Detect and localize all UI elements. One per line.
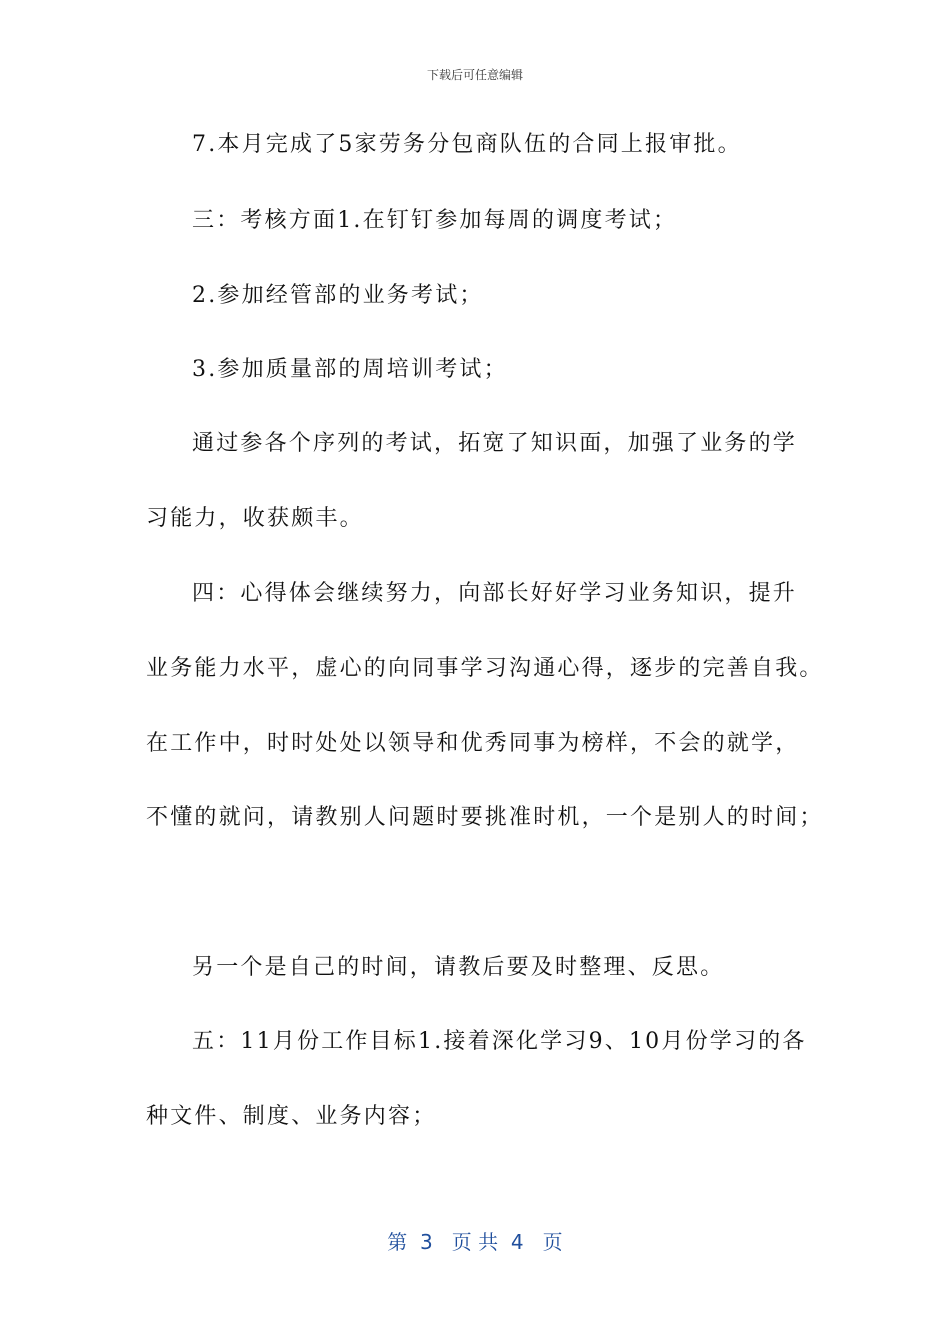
header-note: 下载后可任意编辑 [426, 68, 523, 82]
paragraph-line: 7.本月完成了5家劳务分包商队伍的合同上报审批。 [192, 132, 742, 157]
paragraph-line: 四：心得体会继续努力，向部长好好学习业务知识，提升 [192, 581, 798, 606]
paragraph-line: 2.参加经管部的业务考试； [192, 283, 484, 308]
paragraph-line: 通过参各个序列的考试，拓宽了知识面，加强了业务的学 [192, 431, 798, 456]
paragraph-line: 种文件、制度、业务内容； [146, 1104, 437, 1129]
paragraph-line: 习能力，收获颇丰。 [146, 506, 364, 531]
paragraph-line: 3.参加质量部的周培训考试； [192, 357, 508, 382]
page-number-footer: 第 3 页 共 4 页 [387, 1230, 563, 1254]
paragraph-line: 另一个是自己的时间，请教后要及时整理、反思。 [192, 955, 725, 980]
paragraph-line: 不懂的就问，请教别人问题时要挑准时机，一个是别人的时间； [146, 805, 824, 830]
paragraph-line: 业务能力水平，虚心的向同事学习沟通心得，逐步的完善自我。 [146, 656, 824, 681]
paragraph-line: 在工作中，时时处处以领导和优秀同事为榜样，不会的就学， [146, 731, 800, 756]
paragraph-line: 三：考核方面1.在钉钉参加每周的调度考试； [192, 208, 678, 233]
paragraph-line: 五：11月份工作目标1.接着深化学习9、10月份学习的各 [192, 1029, 807, 1054]
